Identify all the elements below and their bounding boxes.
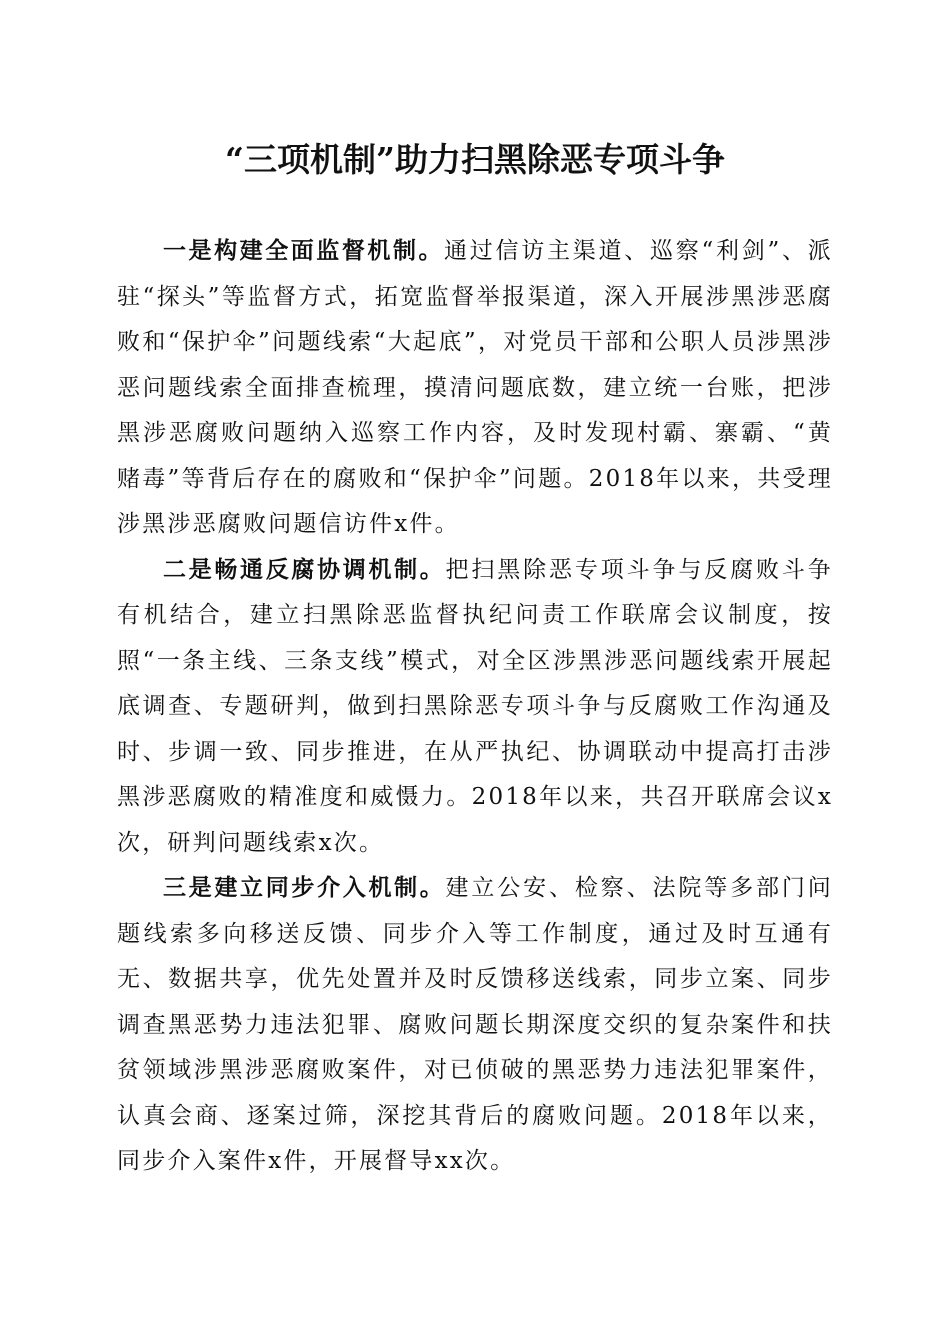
page-title: “三项机制”助力扫黑除恶专项斗争 [225,140,725,179]
paragraph-3-lead: 三是建立同步介入机制。 [163,875,446,901]
document-body [117,229,833,1185]
paragraph-1 [117,229,833,548]
paragraph-1-text: 通过信访主渠道、巡察“利剑”、派驻“探头”等监督方式，拓宽监督举报渠道，深入开展涉黑涉恶腐败和“保护伞”问题线索“大起底”，对党员干部和公职人员涉黑涉恶问题线索全面排查梳理，摸清问题底数，建立统一台账，把涉黑涉恶腐败问题纳入巡察工作内容，及时发现村霸、寨霸、“黄赌毒”等背后存在的腐败和“保护伞”问题。2018年以来，共受理涉黑涉恶腐败问题信访件x件。 [117,238,834,537]
paragraph-3 [117,866,833,1185]
paragraph-2 [117,548,833,867]
paragraph-1-lead: 一是构建全面监督机制。 [163,238,445,264]
paragraph-2-text: 把扫黑除恶专项斗争与反腐败斗争有机结合，建立扫黑除恶监督执纪问责工作联席会议制度，按照“一条主线、三条支线”模式，对全区涉黑涉恶问题线索开展起底调查、专题研判，做到扫黑除恶专项斗争与反腐败工作沟通及时、步调一致、同步推进，在从严执纪、协调联动中提高打击涉黑涉恶腐败的精准度和威慑力。2018年以来，共召开联席会议x次，研判问题线索x次。 [117,556,834,856]
paragraph-2-lead: 二是畅通反腐协调机制。 [163,556,446,583]
paragraph-3-text: 建立公安、检察、法院等多部门问题线索多向移送反馈、同步介入等工作制度，通过及时互通有无、数据共享，优先处置并及时反馈移送线索，同步立案、同步调查黑恶势力违法犯罪、腐败问题长期深度交织的复杂案件和扶贫领域涉黑涉恶腐败案件，对已侦破的黑恶势力违法犯罪案件，认真会商、逐案过筛，深挖其背后的腐败问题。2018年以来，同步介入案件x件，开展督导xx次。 [117,875,834,1174]
